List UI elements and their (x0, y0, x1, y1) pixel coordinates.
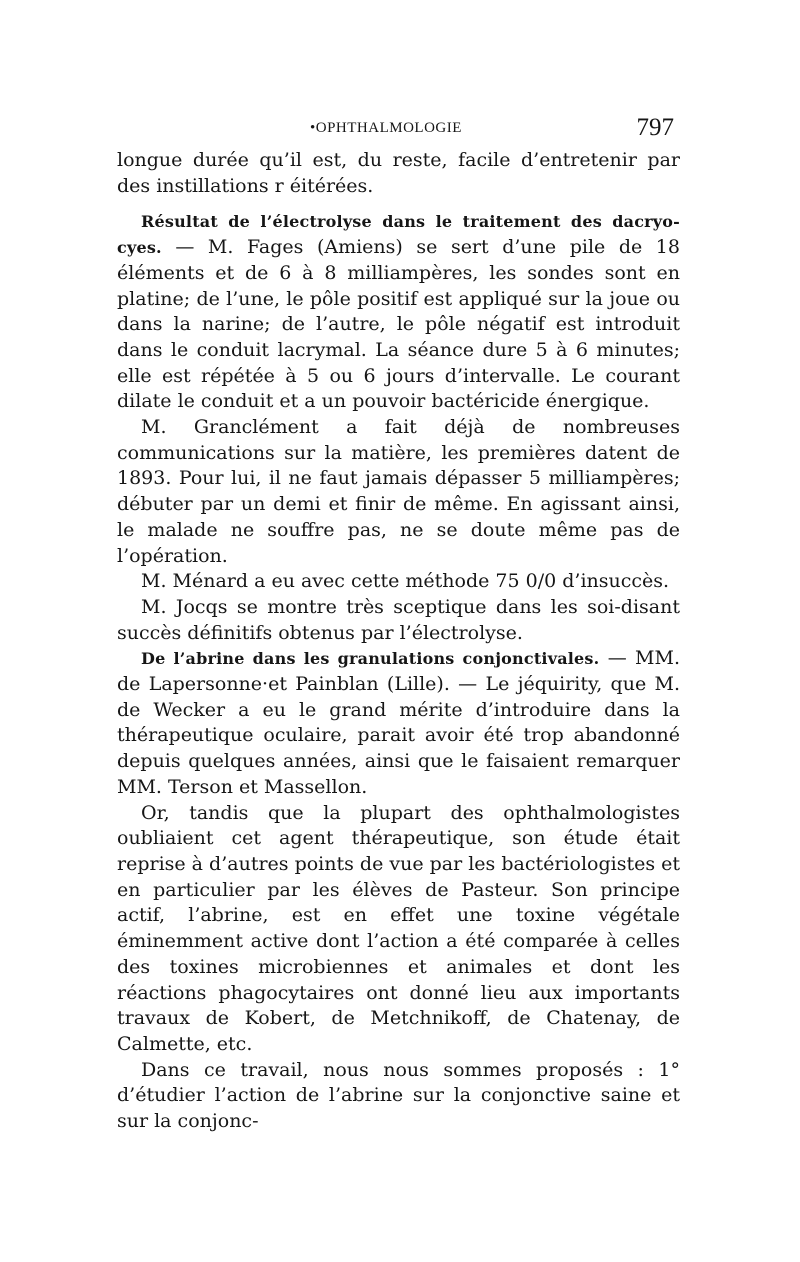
paragraph-ophthalmologistes: Or, tandis que la plupart des ophthalmologistes oubliaient cet agent thérapeutique, son étude était reprise à d’autres points de vue par les bactériologistes et en particulier par les élèves de Pasteur. Son principe actif, l’abrine, est en effet une toxine végétale éminemment active dont l’action a été comparée à celles des toxines microbiennes et animales et dont les réactions phagocytaires ont donné lieu aux importants travaux de Kobert, de Metchnikoff, de Chatenay, de Calmette, etc. (117, 801, 680, 1055)
paragraph-electrolyse (117, 209, 680, 415)
paragraph-continuation: longue durée qu’il est, du reste, facile d’entretenir par des instillations r éitérées. (117, 149, 680, 197)
page-header (117, 114, 680, 146)
page-number: 797 (636, 114, 674, 141)
paragraph-menard: M. Ménard a eu avec cette méthode 75 0/0 d’insuccès. (141, 570, 670, 593)
paragraph-travail: Dans ce travail, nous nous sommes proposés : 1° d’étudier l’action de l’abrine sur la conjonctive saine et sur la conjonc- (117, 1058, 680, 1133)
running-head: •OPHTHALMOLOGIE (310, 120, 462, 136)
paragraph-abrine (117, 646, 680, 800)
paragraph-electrolyse-text: — M. Fages (Amiens) se sert d’une pile de 18 éléments et de 6 à 8 milliampères, les sondes sont en platine; de l’une, le pôle positif est appliqué sur la joue ou dans la narine; de l’autre, le pôle négatif est introduit dans le conduit lacrymal. La séance dure 5 à 6 minutes; elle est répétée à 5 ou 6 jours d’intervalle. Le courant dilate le conduit et a un pouvoir bactéricide énergique. (117, 236, 680, 413)
body-text (117, 148, 680, 1135)
section-title-abrine: De l’abrine dans les granulations conjonctivales. (141, 649, 600, 669)
paragraph-jocqs: M. Jocqs se montre très sceptique dans les soi-disant succès définitifs obtenus par l’électrolyse. (117, 595, 680, 644)
paragraph-abrine-text: — MM. de Lapersonne·et Painblan (Lille). — Le jéquirity, que M. de Wecker a eu le grand mérite d’introduire dans la thérapeutique oculaire, parait avoir été trop abandonné depuis quelques années, ainsi que le faisaient remarquer MM. Terson et Massellon. (117, 647, 680, 798)
paragraph-granclement: M. Granclément a fait déjà de nombreuses communications sur la matière, les premières datent de 1893. Pour lui, il ne faut jamais dépasser 5 milliampères; débuter par un demi et finir de même. En agissant ainsi, le malade ne souffre pas, ne se doute même pas de l’opération. (117, 416, 680, 567)
section-title-electrolyse: Résultat de l’électrolyse dans le traitement des dacryo-cyes. (117, 212, 680, 258)
